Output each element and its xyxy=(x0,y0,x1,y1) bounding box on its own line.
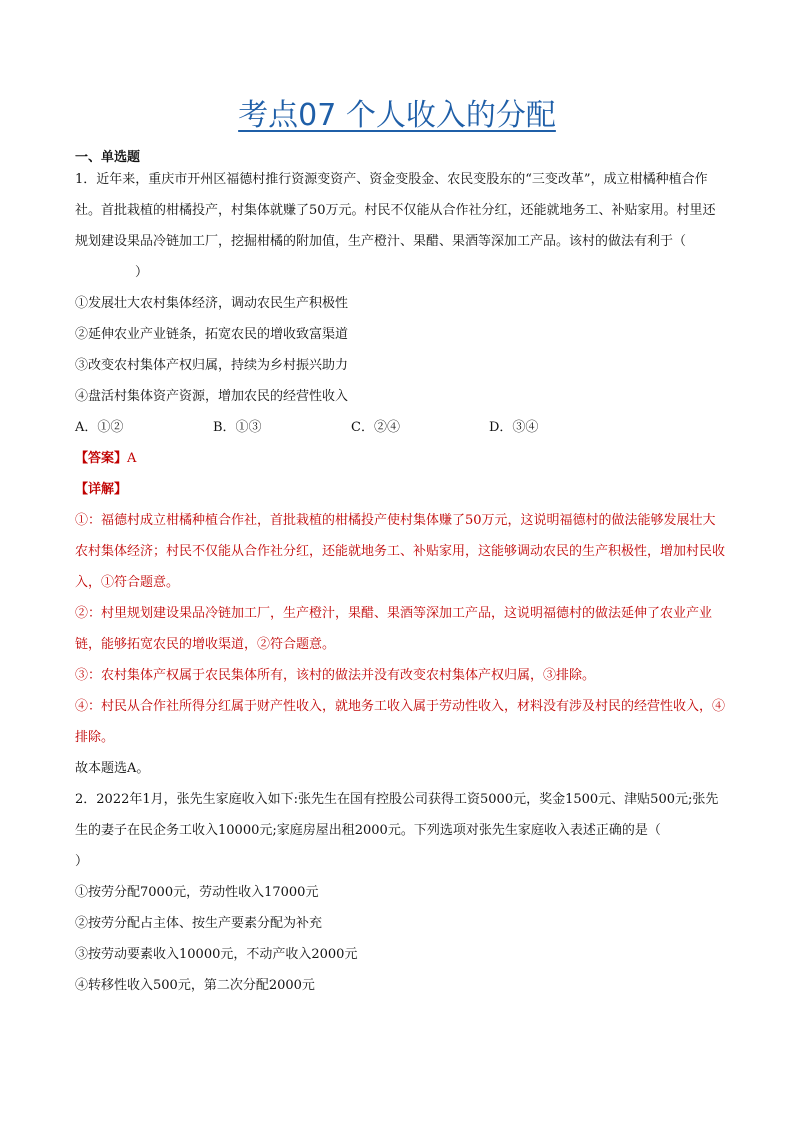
question-2-item: ④转移性收入500元，第二次分配2000元 xyxy=(75,978,315,993)
option-d: D．③④ xyxy=(489,420,539,435)
question-1-item: ③改变农村集体产权归属，持续为乡村振兴助力 xyxy=(75,358,349,373)
option-c: C．②④ xyxy=(351,420,400,435)
question-1-item: ①发展壮大农村集体经济，调动农民生产积极性 xyxy=(75,296,349,311)
question-2-item: ①按劳分配7000元，劳动性收入17000元 xyxy=(75,885,319,900)
answer-row xyxy=(75,443,725,474)
question-2-stem: 2．2022年1月，张先生家庭收入如下:张先生在国有控股公司获得工资5000元，奖金1500元、津贴500元;张先生的妻子在民企务工收入10000元;家庭房屋出租2000元。下列选项对张先生家庭收入表述正确的是（） xyxy=(75,792,719,869)
detail-row xyxy=(75,474,725,505)
option-a: A．①② xyxy=(75,420,124,435)
detail-label: 【详解】 xyxy=(75,482,128,497)
question-2-item: ②按劳分配占主体、按生产要素分配为补充 xyxy=(75,916,323,931)
explanation: ②：村里规划建设果品冷链加工厂，生产橙汁，果醋、果酒等深加工产品，这说明福德村的做法延伸了农业产业链，能够拓宽农民的增收渠道，②符合题意。 xyxy=(75,606,713,652)
question-2-item: ③按劳动要素收入10000元，不动产收入2000元 xyxy=(75,947,358,962)
question-1-item: ②延伸农业产业链条，拓宽农民的增收致富渠道 xyxy=(75,327,349,342)
question-1-stem: 1．近年来，重庆市开州区福德村推行资源变资产、资金变股金、农民变股东的“三变改革”，成立柑橘种植合作社。首批栽植的柑橘投产，村集体就赚了50万元。村民不仅能从合作社分红，还能就地务工、补贴家用。村里还规划建设果品冷链加工厂，挖掘柑橘的附加值，生产橙汁、果醋、果酒等深加工产品。该村的做法有利于（） xyxy=(75,172,716,280)
option-b: B．①③ xyxy=(213,420,262,435)
explanation: ①：福德村成立柑橘种植合作社，首批栽植的柑橘投产使村集体赚了50万元，这说明福德村的做法能够发展壮大农村集体经济；村民不仅能从合作社分红，还能就地务工、补贴家用，这能够调动农民的生产积极性，增加村民收入，①符合题意。 xyxy=(75,513,726,590)
section-heading: 一、单选题 xyxy=(75,150,141,165)
question-1-options xyxy=(75,412,725,443)
question-1-item: ④盘活村集体资产资源，增加农民的经营性收入 xyxy=(75,389,349,404)
explanation: ③：农村集体产权属于农民集体所有，该村的做法并没有改变农村集体产权归属，③排除。 xyxy=(75,668,596,683)
page-title: 考点07 个人收入的分配 xyxy=(238,98,556,133)
conclusion: 故本题选A。 xyxy=(75,761,150,776)
question-list xyxy=(75,164,725,1001)
answer-value: A xyxy=(127,451,137,466)
answer-label: 【答案】 xyxy=(75,451,128,466)
explanation: ④：村民从合作社所得分红属于财产性收入，就地务工收入属于劳动性收入，材料没有涉及村民的经营性收入，④排除。 xyxy=(75,699,726,745)
